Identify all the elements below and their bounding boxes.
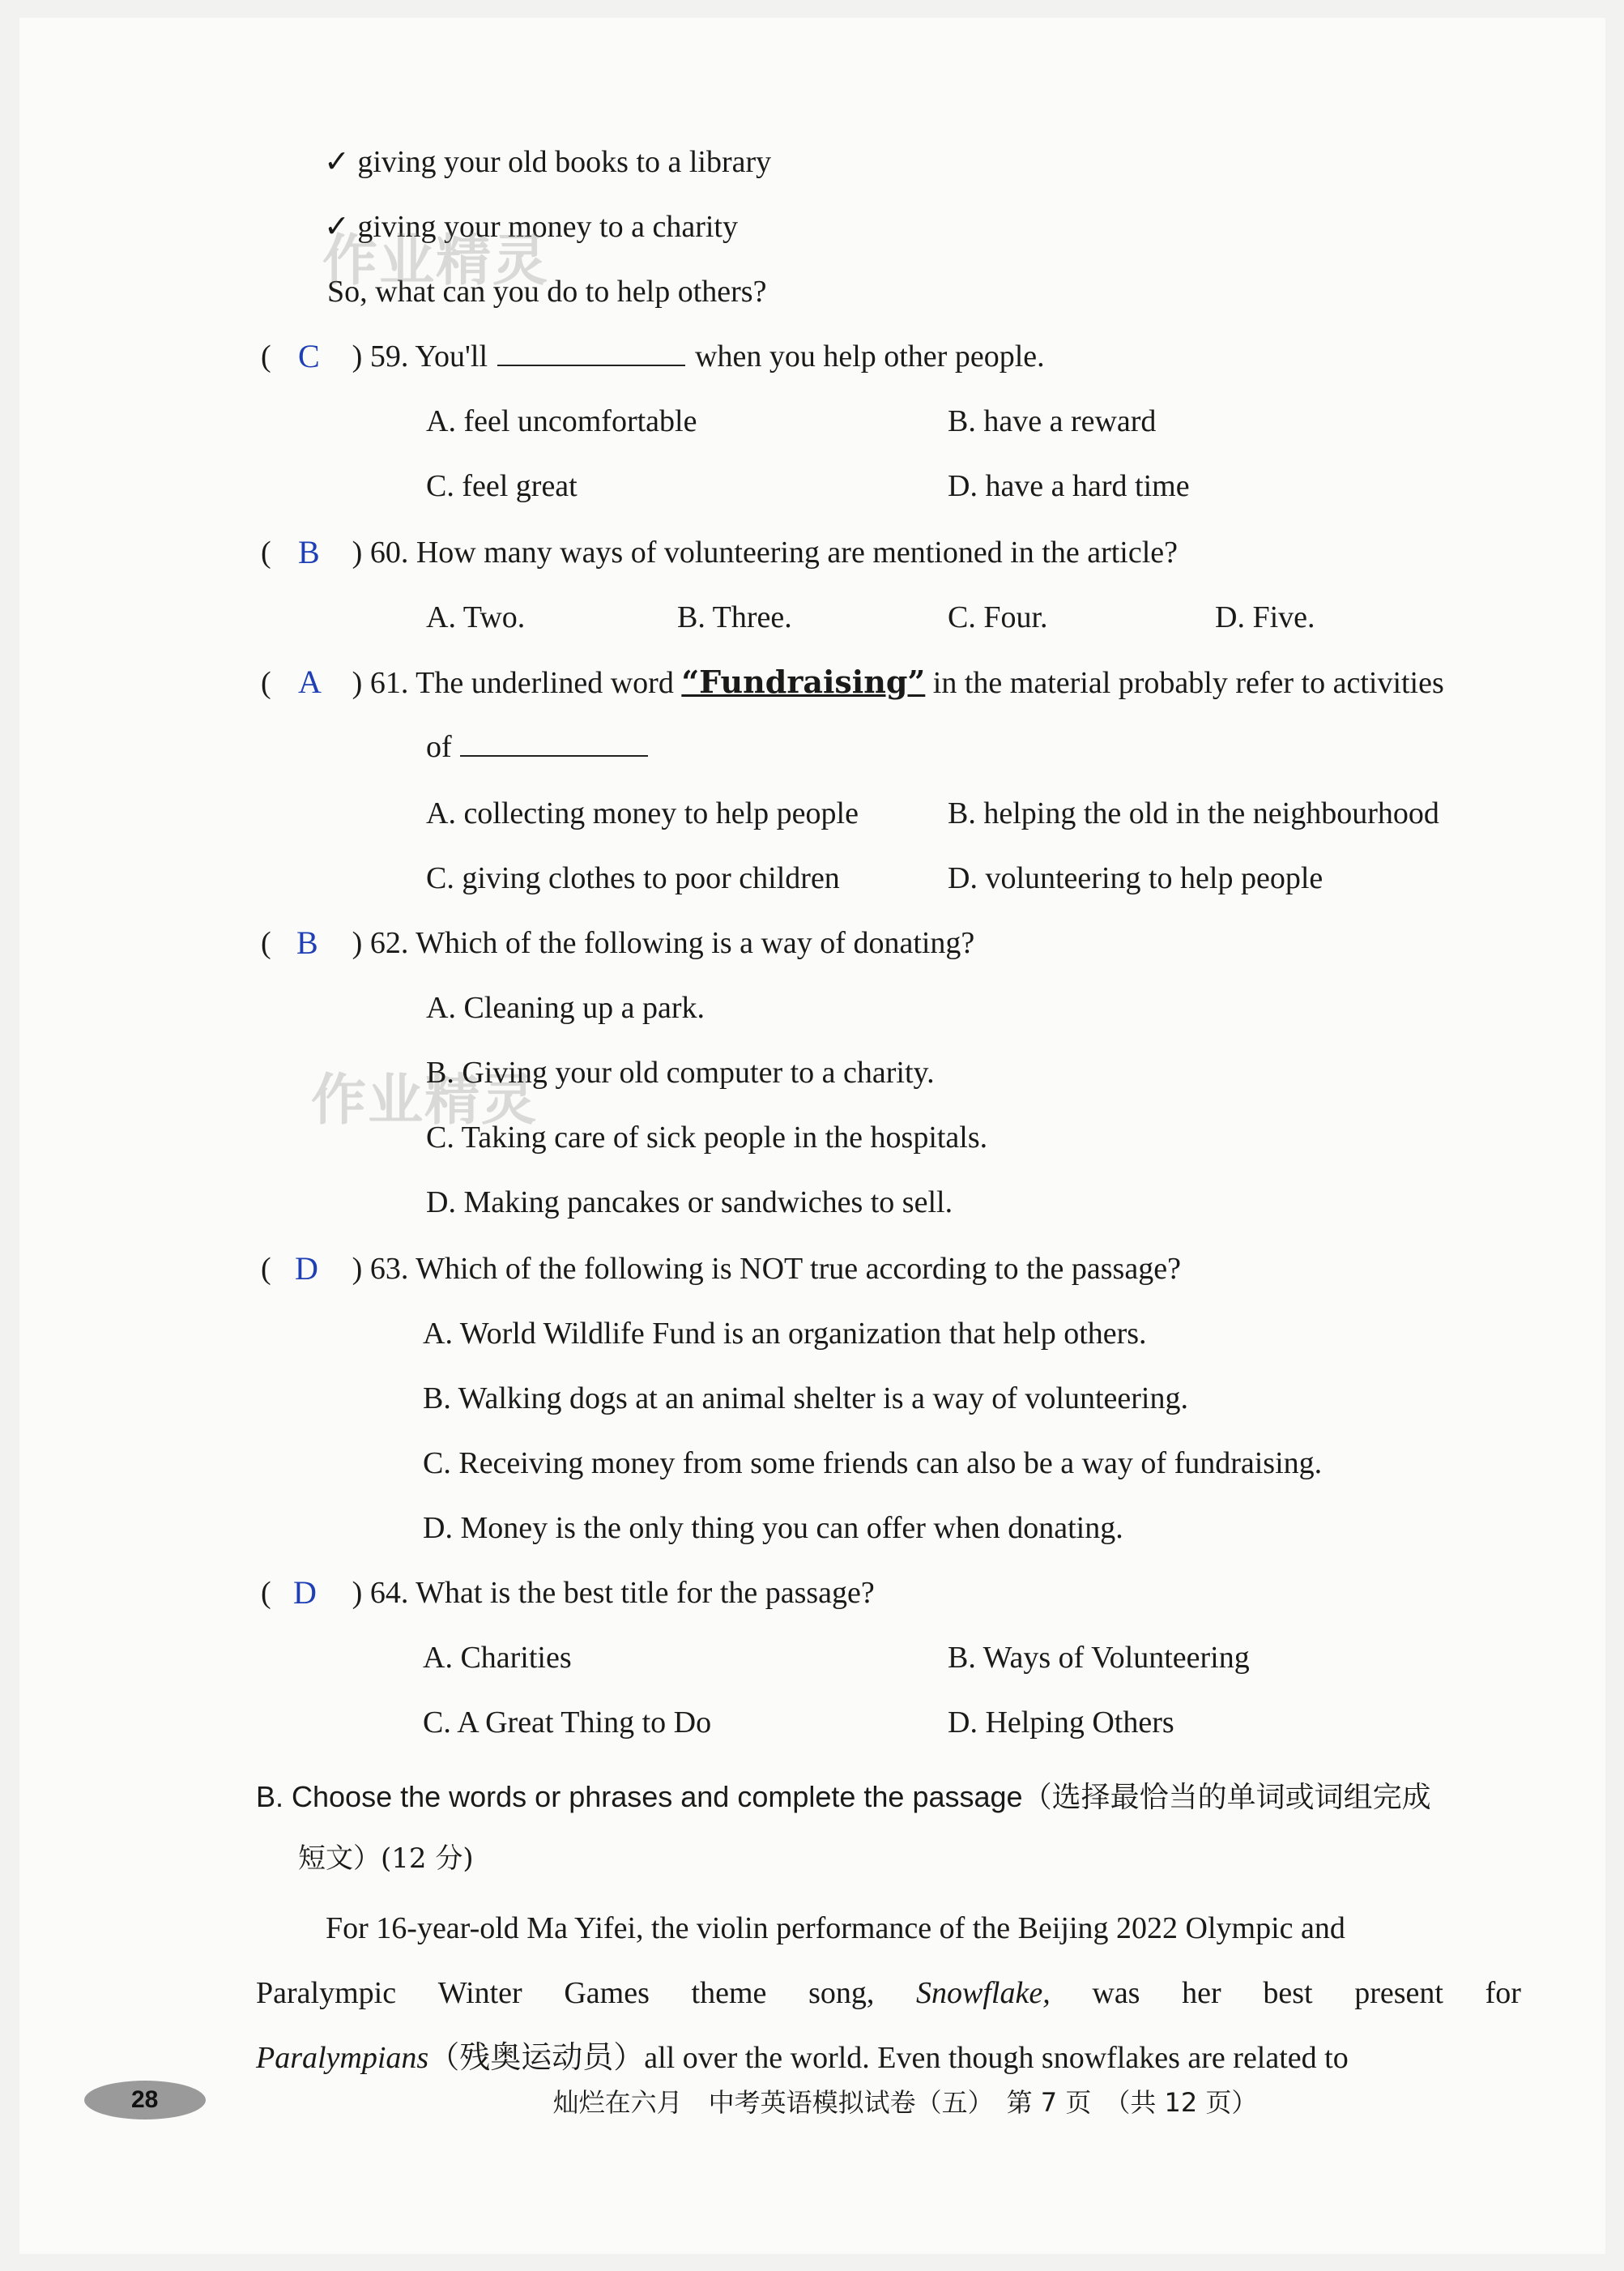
option: B. Giving your old computer to a charity.: [426, 1056, 935, 1090]
option: D. Five.: [1215, 600, 1315, 634]
word: theme: [691, 1976, 767, 2010]
option: A. Charities: [423, 1641, 572, 1675]
question-59: [261, 339, 1045, 374]
answer-mark: B: [296, 924, 318, 961]
intro-item: ✓ giving your old books to a library: [324, 145, 772, 179]
option: A. collecting money to help people: [426, 796, 859, 830]
page-number-text: 28: [131, 2086, 159, 2113]
question-number: 64.: [369, 1576, 409, 1610]
answer-mark: B: [298, 534, 320, 570]
option: D. Helping Others: [948, 1705, 1174, 1740]
question-number: 61.: [369, 666, 409, 700]
option: A. Cleaning up a park.: [426, 991, 705, 1025]
question-stem: when you help other people.: [695, 339, 1045, 374]
question-number: 59.: [369, 339, 409, 374]
option: D. volunteering to help people: [948, 861, 1323, 895]
section-heading-en: B. Choose the words or phrases and complete the passage: [256, 1780, 1023, 1813]
question-stem: of: [426, 730, 452, 764]
question-62: ( ) 62. Which of the following is a way of donating?: [261, 926, 975, 960]
option: D. have a hard time: [948, 469, 1190, 503]
paren: ): [352, 339, 363, 374]
watermark: 作业精灵: [311, 1069, 539, 1133]
option: C. feel great: [426, 469, 578, 503]
option: B. Ways of Volunteering: [948, 1641, 1250, 1675]
question-64: ( ) 64. What is the best title for the passage?: [261, 1576, 875, 1610]
question-61: ( ) 61. The underlined word “Fundraising” in the material probably refer to activities: [261, 664, 1444, 700]
word: Paralympic: [256, 1976, 397, 2010]
answer-blank: [497, 340, 685, 366]
answer-mark: A: [298, 664, 322, 700]
italic-term: Paralympians: [256, 2041, 429, 2075]
question-60: ( ) 60. How many ways of volunteering are mentioned in the article?: [261, 536, 1178, 570]
question-stem: Which of the following is NOT true according to the passage?: [416, 1252, 1181, 1286]
question-61-continued: [426, 729, 648, 765]
intro-item: ✓ giving your money to a charity: [324, 210, 738, 244]
paren: (: [261, 339, 271, 374]
passage-line: [256, 2040, 1349, 2076]
answer-mark: C: [298, 338, 320, 374]
passage-text: （残奥运动员）all over the world. Even though snowflakes are related to: [428, 2041, 1349, 2075]
option: D. Making pancakes or sandwiches to sell.: [426, 1185, 953, 1219]
passage-line: [256, 1975, 1521, 2011]
option: C. giving clothes to poor children: [426, 861, 840, 895]
word: Winter: [437, 1976, 522, 2010]
word: her: [1182, 1976, 1221, 2010]
question-stem: in the material probably refer to activities: [932, 666, 1444, 700]
option: B. Walking dogs at an animal shelter is a way of volunteering.: [423, 1381, 1188, 1415]
question-number: 62.: [369, 926, 409, 960]
question-stem: What is the best title for the passage?: [416, 1576, 875, 1610]
section-heading-cn: （选择最恰当的单词或词组完成: [1022, 1781, 1431, 1814]
question-63: ( ) 63. Which of the following is NOT true according to the passage?: [261, 1252, 1181, 1286]
option: C. Taking care of sick people in the hospitals.: [426, 1121, 988, 1155]
answer-blank: [460, 731, 648, 757]
answer-mark: D: [293, 1574, 317, 1611]
question-stem: The underlined word: [416, 666, 674, 700]
question-number: 60.: [369, 536, 409, 570]
word: was: [1092, 1976, 1140, 2010]
option: C. Receiving money from some friends can also be a way of fundraising.: [423, 1446, 1323, 1480]
option: A. feel uncomfortable: [426, 404, 697, 438]
question-stem: You'll: [415, 339, 488, 374]
word: Games: [564, 1976, 650, 2010]
section-heading: [256, 1779, 1431, 1816]
keyword: “Fundraising”: [681, 664, 926, 700]
watermark: 作业精灵: [322, 229, 550, 293]
answer-mark: D: [295, 1250, 318, 1287]
footer: 灿烂在六月 中考英语模拟试卷（五） 第 7 页 （共 12 页）: [552, 2087, 1258, 2118]
word: song,: [808, 1976, 875, 2010]
option: B. have a reward: [948, 404, 1157, 438]
option: A. World Wildlife Fund is an organization that help others.: [423, 1317, 1147, 1351]
word: for: [1485, 1976, 1521, 2010]
passage-line: For 16-year-old Ma Yifei, the violin performance of the Beijing 2022 Olympic and: [326, 1911, 1345, 1945]
question-stem: How many ways of volunteering are mentioned in the article?: [416, 536, 1178, 570]
word: present: [1354, 1976, 1443, 2010]
option: B. helping the old in the neighbourhood: [948, 796, 1439, 830]
word: Snowflake,: [916, 1976, 1051, 2010]
question-stem: Which of the following is a way of donating?: [416, 926, 975, 960]
section-heading-cn-cont: 短文）(12 分): [298, 1842, 474, 1875]
question-number: 63.: [369, 1252, 409, 1286]
word: best: [1263, 1976, 1313, 2010]
option: B. Three.: [677, 600, 792, 634]
intro-question: So, what can you do to help others?: [327, 275, 767, 309]
option: C. Four.: [948, 600, 1048, 634]
option: A. Two.: [426, 600, 526, 634]
option: D. Money is the only thing you can offer when donating.: [423, 1511, 1123, 1545]
option: C. A Great Thing to Do: [423, 1705, 712, 1740]
